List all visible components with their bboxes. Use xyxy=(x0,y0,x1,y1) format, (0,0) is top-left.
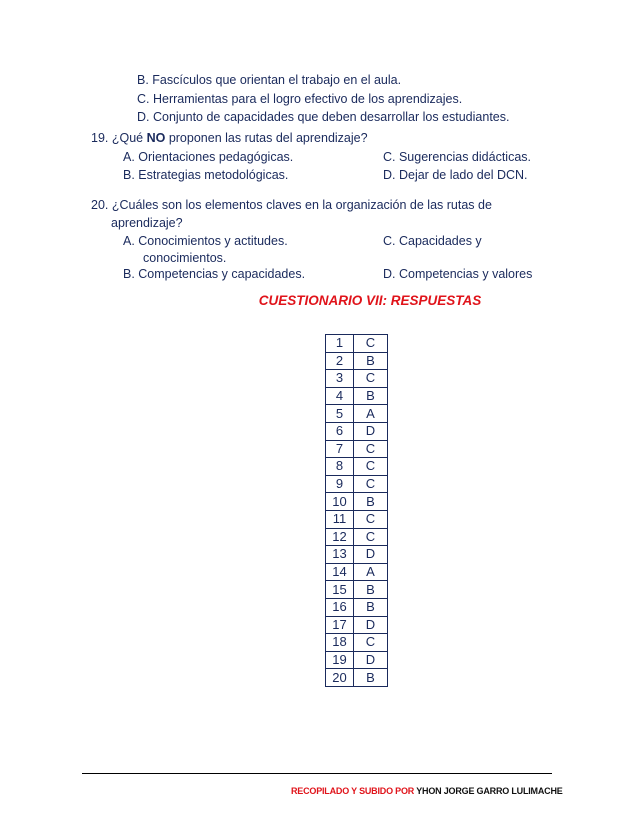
q20-option-c: C. Capacidades y xyxy=(383,234,482,248)
question-number: 10 xyxy=(326,493,354,511)
question-19-emphasis: NO xyxy=(146,131,166,145)
q20-option-a-cont: conocimientos. xyxy=(143,251,227,265)
table-row xyxy=(326,616,388,634)
table-row xyxy=(326,493,388,511)
question-number: 14 xyxy=(326,563,354,581)
question-number: 5 xyxy=(326,405,354,423)
question-19 xyxy=(91,130,368,146)
question-number: 18 xyxy=(326,634,354,652)
answer-letter: C xyxy=(354,510,388,528)
table-row xyxy=(326,598,388,616)
answer-letter: C xyxy=(354,528,388,546)
answer-letter: B xyxy=(354,598,388,616)
footer-credit-author: YHON JORGE GARRO LULIMACHE xyxy=(416,786,563,796)
question-number: 3 xyxy=(326,370,354,388)
table-row xyxy=(326,370,388,388)
question-number: 8 xyxy=(326,458,354,476)
table-row xyxy=(326,405,388,423)
question-number: 1 xyxy=(326,335,354,353)
answer-letter: D xyxy=(354,546,388,564)
table-row xyxy=(326,546,388,564)
question-number: 13 xyxy=(326,546,354,564)
answer-letter: B xyxy=(354,493,388,511)
answer-letter: B xyxy=(354,387,388,405)
section-title: CUESTIONARIO VII: RESPUESTAS xyxy=(258,293,482,308)
q20-option-b: B. Competencias y capacidades. xyxy=(123,267,306,281)
question-number: 6 xyxy=(326,422,354,440)
table-row xyxy=(326,387,388,405)
question-number: 19 xyxy=(326,651,354,669)
question-number: 4 xyxy=(326,387,354,405)
footer-credit xyxy=(291,786,563,796)
table-row xyxy=(326,651,388,669)
table-row xyxy=(326,510,388,528)
q19-option-b: B. Estrategias metodológicas. xyxy=(123,168,289,182)
answer-letter: C xyxy=(354,475,388,493)
answer-letter: A xyxy=(354,405,388,423)
table-row xyxy=(326,669,388,687)
question-number: 11 xyxy=(326,510,354,528)
table-row xyxy=(326,335,388,353)
table-row xyxy=(326,440,388,458)
table-row xyxy=(326,352,388,370)
question-number: 16 xyxy=(326,598,354,616)
answer-letter: D xyxy=(354,422,388,440)
q20-option-d: D. Competencias y valores xyxy=(383,267,533,281)
question-number: 15 xyxy=(326,581,354,599)
answer-letter: B xyxy=(354,581,388,599)
question-20-line2: aprendizaje? xyxy=(111,216,183,230)
answer-letter: C xyxy=(354,634,388,652)
footer-divider xyxy=(82,773,552,774)
question-number: 20 xyxy=(326,669,354,687)
question-number: 2 xyxy=(326,352,354,370)
footer-credit-label: RECOPILADO Y SUBIDO POR xyxy=(291,786,417,796)
answer-letter: C xyxy=(354,440,388,458)
option-d: D. Conjunto de capacidades que deben desarrollar los estudiantes. xyxy=(137,110,510,124)
q19-option-a: A. Orientaciones pedagógicas. xyxy=(123,150,294,164)
answer-letter: D xyxy=(354,651,388,669)
option-c: C. Herramientas para el logro efectivo de los aprendizajes. xyxy=(137,92,463,106)
table-row xyxy=(326,528,388,546)
answer-letter: B xyxy=(354,352,388,370)
table-row xyxy=(326,563,388,581)
question-number: 7 xyxy=(326,440,354,458)
question-number: 17 xyxy=(326,616,354,634)
q19-option-d: D. Dejar de lado del DCN. xyxy=(383,168,528,182)
answer-letter: C xyxy=(354,370,388,388)
q20-option-a: A. Conocimientos y actitudes. xyxy=(123,234,288,248)
question-20-line1: 20. ¿Cuáles son los elementos claves en la organización de las rutas de xyxy=(91,198,492,212)
table-row xyxy=(326,581,388,599)
answer-letter: B xyxy=(354,669,388,687)
answer-letter: D xyxy=(354,616,388,634)
q19-option-c: C. Sugerencias didácticas. xyxy=(383,150,531,164)
answer-letter: C xyxy=(354,458,388,476)
table-row xyxy=(326,634,388,652)
table-row xyxy=(326,458,388,476)
question-number: 9 xyxy=(326,475,354,493)
table-row xyxy=(326,422,388,440)
answer-letter: A xyxy=(354,563,388,581)
question-number: 12 xyxy=(326,528,354,546)
option-b: B. Fascículos que orientan el trabajo en el aula. xyxy=(137,73,402,87)
question-19-suffix: proponen las rutas del aprendizaje? xyxy=(165,131,368,145)
question-19-prefix: 19. ¿Qué xyxy=(91,131,147,145)
table-row xyxy=(326,475,388,493)
answer-letter: C xyxy=(354,335,388,353)
answer-table xyxy=(325,334,388,687)
